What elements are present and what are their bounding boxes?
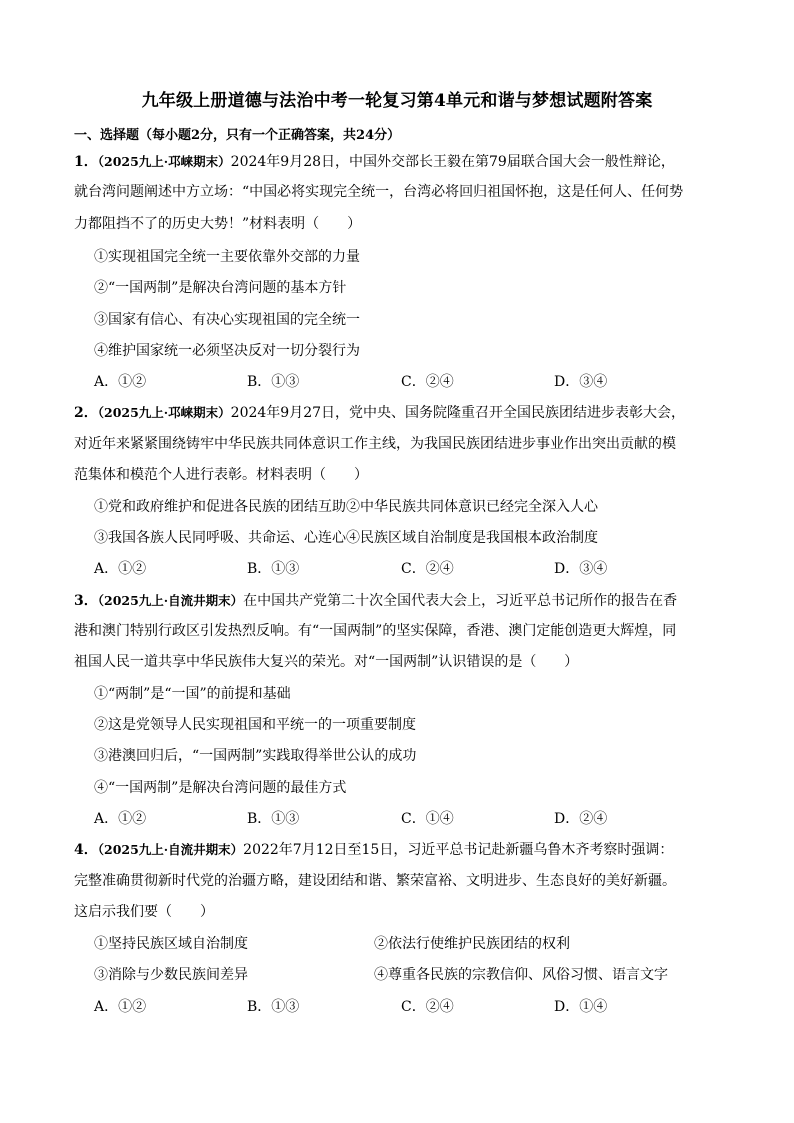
question-4-statement-row-2: [94, 965, 744, 985]
question-3-statement-1: ①“两制”是“一国”的前提和基础: [94, 686, 291, 702]
question-3-statement-2: ②这是党领导人民实现祖国和平统一的一项重要制度: [94, 717, 416, 733]
question-2-choice-a[interactable]: A．①②: [94, 561, 147, 577]
question-3-number: 3．: [74, 593, 98, 609]
question-1-line-1: [74, 152, 724, 172]
question-3-text-1: 在中国共产党第二十次全国代表大会上，习近平总书记所作的报告在香: [243, 593, 678, 609]
document-title: 九年级上册道德与法治中考一轮复习第4单元和谐与梦想试题附答案: [141, 91, 653, 111]
question-3-line-2: 港和澳门特别行政区引发热烈反响。有“一国两制”的坚实保障，香港、澳门定能创造更大辉煌，同: [74, 623, 677, 639]
question-4-choice-c[interactable]: C．②④: [401, 999, 454, 1015]
question-3-statement-4: ④“一国两制”是解决台湾问题的最佳方式: [94, 780, 347, 796]
question-4-statement-4: ④尊重各民族的宗教信仰、风俗习惯、语言文字: [374, 967, 668, 983]
question-3-choice-d[interactable]: D．②④: [554, 811, 608, 827]
question-4-statement-2: ②依法行使维护民族团结的权利: [374, 936, 570, 952]
question-1-statement-3: ③国家有信心、有决心实现祖国的完全统一: [94, 312, 360, 328]
question-2-line-3: 范集体和模范个人进行表彰。材料表明（ ）: [74, 467, 368, 483]
question-1-statement-4: ④维护国家统一必须坚决反对一切分裂行为: [94, 343, 360, 359]
question-2-choice-d[interactable]: D．③④: [554, 561, 608, 577]
question-2-choice-c[interactable]: C．②④: [401, 561, 454, 577]
question-3-choice-b[interactable]: B．①③: [247, 811, 300, 827]
question-2-line-1: [74, 403, 724, 423]
question-1-source: （2025九上·邛崃期末）: [97, 154, 231, 169]
question-2-line-2: 对近年来紧紧围绕铸牢中华民族共同体意识工作主线，为我国民族团结进步事业作出突出贡献的模: [74, 436, 676, 452]
question-3-source: （2025九上·自流井期末）: [97, 593, 244, 608]
question-1-statement-2: ②“一国两制”是解决台湾问题的基本方针: [94, 280, 347, 296]
question-3-choice-c[interactable]: C．①④: [401, 811, 454, 827]
question-3-line-1: [74, 591, 724, 611]
question-4-statement-row-1: [94, 934, 744, 954]
question-4-choice-a[interactable]: A．①②: [94, 999, 147, 1015]
question-4-choice-b[interactable]: B．①③: [247, 999, 300, 1015]
question-4-line-3: 这启示我们要（ ）: [74, 904, 214, 920]
question-4-number: 4．: [74, 842, 98, 858]
question-2-number: 2．: [74, 405, 98, 421]
question-2-text-1: 2024年9月27日，党中央、国务院隆重召开全国民族团结进步表彰大会，: [230, 405, 686, 421]
question-2-statements-3-4: ③我国各族人民同呼吸、共命运、心连心④民族区域自治制度是我国根本政治制度: [94, 530, 598, 546]
section-heading: 一、选择题（每小题2分，只有一个正确答案，共24分）: [74, 128, 401, 143]
question-1-choice-d[interactable]: D．③④: [554, 374, 608, 390]
question-4-line-2: 完整准确贯彻新时代党的治疆方略，建设团结和谐、繁荣富裕、文明进步、生态良好的美好新疆。: [74, 873, 676, 889]
question-4-choice-d[interactable]: D．①④: [554, 999, 608, 1015]
question-4-line-1: [74, 840, 724, 860]
question-1-text-1: 2024年9月28日，中国外交部长王毅在第79届联合国大会一般性辩论，: [230, 154, 675, 170]
question-4-statement-1: ①坚持民族区域自治制度: [94, 936, 248, 952]
question-3-line-3: 祖国人民一道共享中华民族伟大复兴的荣光。对“一国两制”认识错误的是（ ）: [74, 654, 579, 670]
question-1-statement-1: ①实现祖国完全统一主要依靠外交部的力量: [94, 249, 360, 265]
question-1-choice-a[interactable]: A．①②: [94, 374, 147, 390]
question-1-line-3: 力都阻挡不了的历史大势！”材料表明（ ）: [74, 216, 362, 232]
question-1-number: 1．: [74, 154, 98, 170]
question-3-choice-a[interactable]: A．①②: [94, 811, 147, 827]
question-4-source: （2025九上·自流井期末）: [97, 842, 244, 857]
question-1-choice-b[interactable]: B．①③: [247, 374, 300, 390]
question-1-line-2: 就台湾问题阐述中方立场：“中国必将实现完全统一，台湾必将回归祖国怀抱，这是任何人、任何势: [74, 184, 684, 200]
question-1-choice-c[interactable]: C．②④: [401, 374, 454, 390]
question-3-statement-3: ③港澳回归后，“一国两制”实践取得举世公认的成功: [94, 748, 417, 764]
question-2-choice-b[interactable]: B．①③: [247, 561, 300, 577]
question-4-statement-3: ③消除与少数民族间差异: [94, 967, 248, 983]
question-2-statements-1-2: ①党和政府维护和促进各民族的团结互助②中华民族共同体意识已经完全深入人心: [94, 499, 598, 515]
question-2-source: （2025九上·邛崃期末）: [97, 405, 231, 420]
question-4-text-1: 2022年7月12日至15日，习近平总书记赴新疆乌鲁木齐考察时强调：: [243, 842, 674, 858]
